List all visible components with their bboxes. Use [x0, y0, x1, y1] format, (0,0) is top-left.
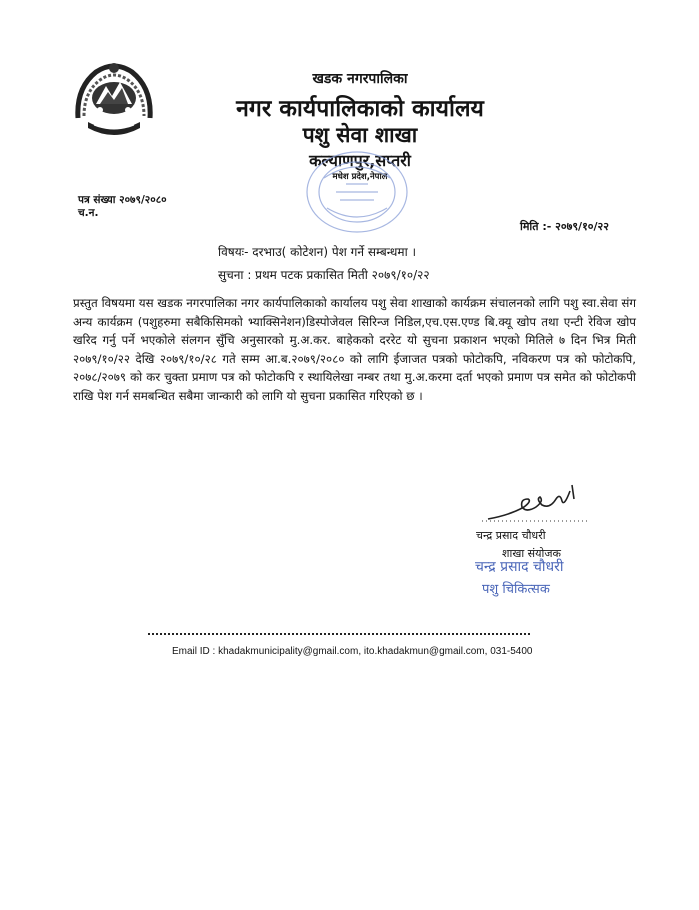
letter-number: पत्र संख्या २०७९/२०८० — [78, 194, 167, 206]
province-name: मधेश प्रदेश,नेपाल — [332, 172, 388, 182]
footer-contact: Email ID : khadakmunicipality@gmail.com, ito.khadakmun@gmail.com, 031-5400 — [172, 646, 533, 657]
signature-icon — [480, 477, 610, 525]
office-name: नगर कार्यपालिकाको कार्यालय — [236, 96, 484, 122]
signatory-name: चन्द्र प्रसाद चौधरी — [476, 529, 546, 542]
stamp-title: पशु चिकित्सक — [482, 582, 550, 597]
section-name: पशु सेवा शाखा — [302, 123, 418, 147]
office-address: कल्याणपुर,सप्तरी — [309, 151, 411, 170]
municipality-name: खडक नगरपालिका — [312, 71, 408, 87]
notice-line: सुचना : प्रथम पटक प्रकासित मिती २०७९/१०/२२ — [218, 268, 430, 282]
stamp-name: चन्द्र प्रसाद चौधरी — [475, 559, 564, 575]
subject-line: विषयः- दरभाउ( कोटेशन) पेश गर्ने सम्बन्धमा । — [218, 245, 417, 259]
letter-date: मिति :- २०७९/१०/२२ — [520, 220, 609, 233]
office-round-seal-icon — [302, 148, 412, 236]
dispatch-number: च.न. — [78, 207, 99, 219]
nepal-emblem-icon — [70, 58, 158, 136]
notice-body: प्रस्तुत विषयमा यस खडक नगरपालिका नगर कार्यपालिकाको कार्यालय पशु सेवा शाखाको कार्यक्रम संचालनको लागि पशु स्वा.सेवा संग अन्य कार्यक्रम (पशुहरुमा सबैकिसिमको भ्याक्सिनेशन)डिस्पोजेवल सिरिन्ज निडिल,एच.एस.एण्ड बि.क्यू खोप तथा एन्टी रेविज खोप खरिद गर्नु पर्ने भएकोले संलगन सुँचि अनुसारको मु.अ.कर. बाहेकको दररेट यो सुचना प्रकाशन भएको मितिले ७ दिन भित्र मिती २०७९/१०/२२ देखि २०७९/१०/२८ गते सम्म आ.ब.२०७९/२०८० को लागि ईजाजत पत्रको फोटोकपि, नविकरण पत्र को फोटोकपि, २०७८/२०७९ को कर चुक्ता प्रमाण पत्र को फोटोकपि र स्थायिलेखा नम्बर तथा मु.अ.करमा दर्ता भएको प्रमाण पत्र समेत को फोटोकपी राखि पेश गर्न समबन्धित सबैमा जान्कारी को लागि यो सुचना प्रकासित गरिएको छ । — [73, 296, 636, 403]
footer-divider — [148, 633, 530, 635]
signatory-title: शाखा संयोजक — [502, 547, 561, 560]
